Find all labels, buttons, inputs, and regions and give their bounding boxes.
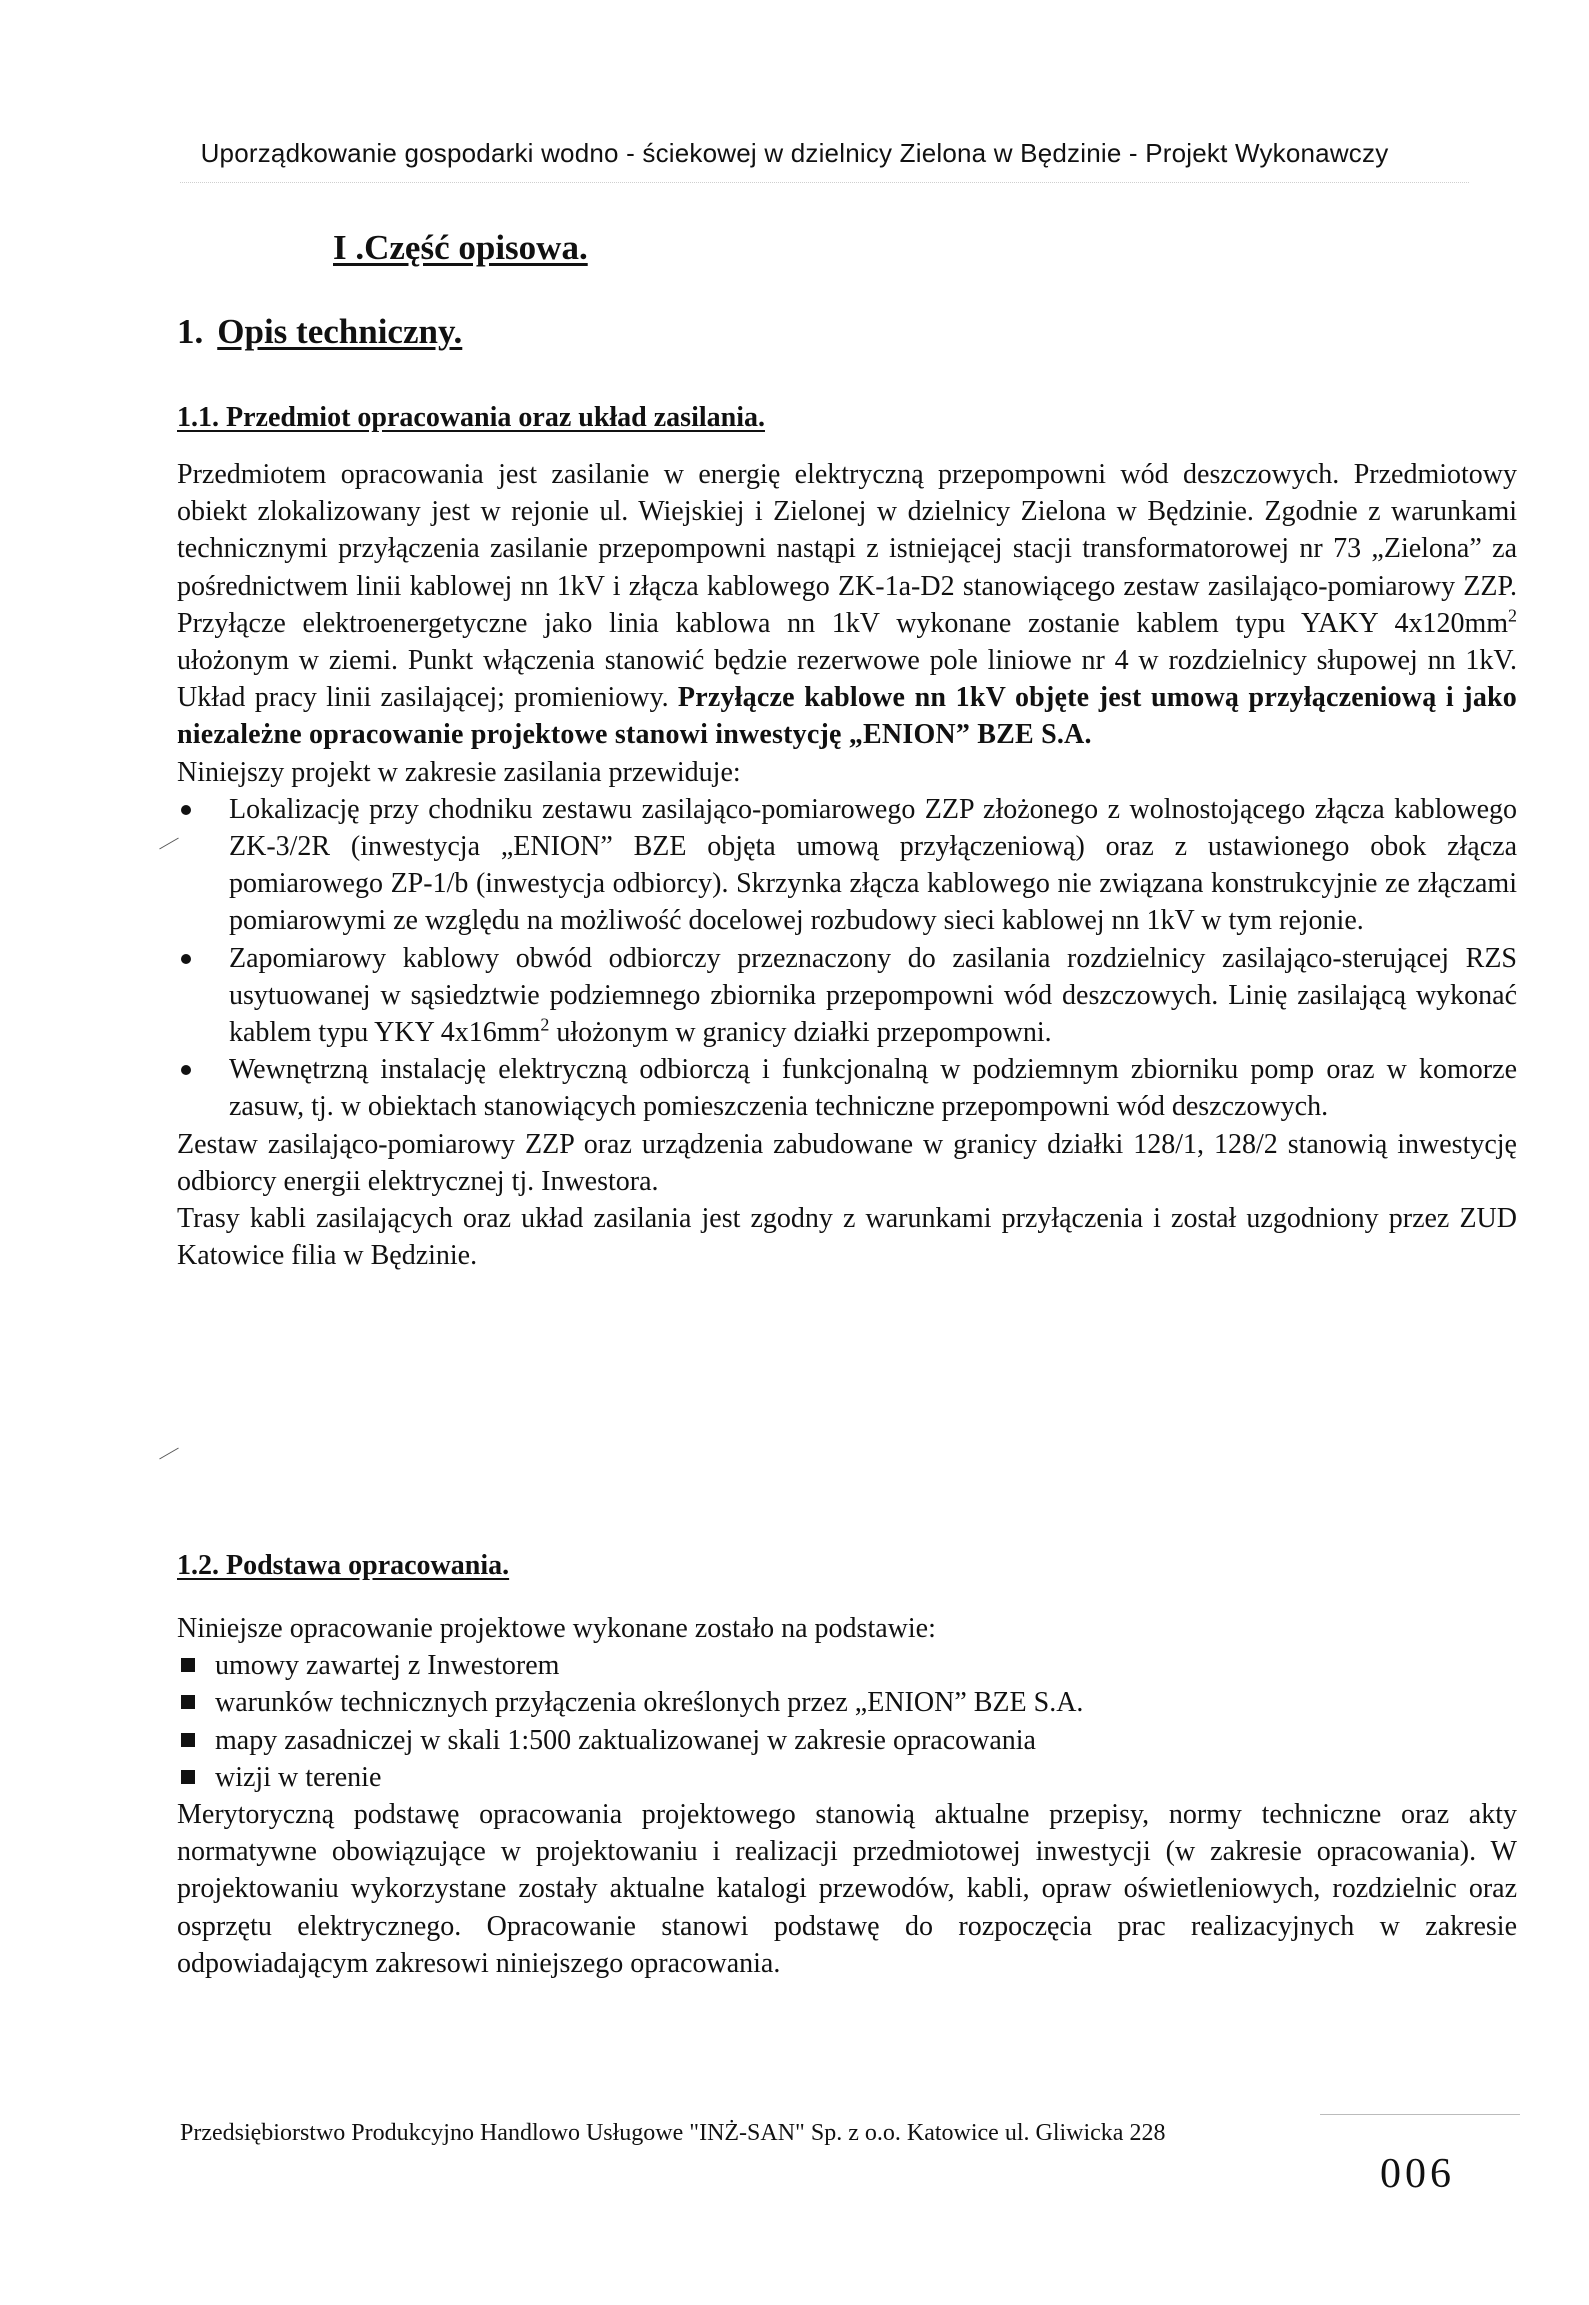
list-item <box>177 1051 1517 1125</box>
list-item-text: wizji w terenie <box>215 1761 382 1793</box>
bullet-square-icon <box>181 1759 211 1796</box>
list-item-text: umowy zawartej z Inwestorem <box>215 1650 560 1682</box>
intro-tail: ułożonym w ziemi. Punkt włączenia stanowić będzie rezerwowe pole liniowe nr 4 w rozdzielnicy słupowej nn 1kV. Układ pracy linii zasilającej; promieniowy. <box>177 645 1517 714</box>
scope-intro: Niniejszy projekt w zakresie zasilania przewiduje: <box>177 756 741 788</box>
part-title: I .Część opisowa. <box>333 228 588 267</box>
page-header: Uporządkowanie gospodarki wodno - ściekowej w dzielnicy Zielona w Będzinie - Projekt Wykonawczy <box>200 138 1389 168</box>
bullet-dot-icon <box>181 791 211 828</box>
list-item-text: Zapomiarowy kablowy obwód odbiorczy przeznaczony do zasilania rozdzielnicy zasilająco-sterującej RZS usytuowanej w sąsiedztwie podziemnego zbiornika przepompowni wód deszczowych. Linię zasilającą wykonać kablem typu YKY 4x16mm <box>229 942 1517 1049</box>
bullet-square-icon <box>181 1647 211 1684</box>
basis-intro: Niniejsze opracowanie projektowe wykonane zostało na podstawie: <box>177 1613 936 1644</box>
routes-paragraph: Trasy kabli zasilających oraz układ zasilania jest zgodny z warunkami przyłączenia i został uzgodniony przez ZUD Katowice filia w Będzinie. <box>177 1203 1517 1272</box>
bullet-square-icon <box>181 1684 211 1721</box>
intro-paragraph <box>177 456 1517 754</box>
margin-mark <box>159 838 179 850</box>
list-item <box>177 1722 1517 1759</box>
subsection-1-title: 1.1. Przedmiot opracowania oraz układ zasilania. <box>177 402 765 433</box>
list-item-text: mapy zasadniczej w skali 1:500 zaktualizowanej w zakresie opracowania <box>215 1724 1036 1756</box>
section-heading <box>177 312 462 352</box>
connection-statement: Przyłącze kablowe nn 1kV objęte jest umową przyłączeniową i jako niezależne opracowanie projektowe stanowi inwestycję „ENION” BZE S.A. <box>177 682 1518 751</box>
list-item <box>177 791 1517 940</box>
subsection-1-body <box>177 456 1517 1274</box>
list-item <box>177 1684 1517 1721</box>
list-item-text: Wewnętrzną instalację elektryczną odbiorczą i funkcjonalną w podziemnym zbiorniku pomp oraz w komorze zasuw, tj. w obiektach stanowiących pomieszczenia techniczne przepompowni wód deszczowych. <box>229 1054 1517 1123</box>
list-item-text: warunków technicznych przyłączenia określonych przez „ENION” BZE S.A. <box>215 1687 1084 1719</box>
intro-text: Przedmiotem opracowania jest zasilanie w energię elektryczną przepompowni wód deszczowych. Przedmiotowy obiekt zlokalizowany jest w rejonie ul. Wiejskiej i Zielonej w dzielnicy Zielona w Będzinie. Zgodnie z warunkami technicznymi przyłączenia zasilanie przepompowni nastąpi z istniejącej stacji transformatorowej nr 73 „Zielona” za pośrednictwem linii kablowej nn 1kV i złącza kablowego ZK-1a-D2 stanowiącego zestaw zasilająco-pomiarowy ZZP. Przyłącze elektroenergetyczne jako linia kablowa nn 1kV wykonane zostanie kablem typu YAKY 4x120mm <box>177 459 1517 639</box>
list-item-superscript: 2 <box>540 1014 550 1035</box>
bullet-dot-icon <box>181 1051 211 1088</box>
list-item <box>177 1647 1517 1684</box>
closing-paragraph: Merytoryczną podstawę opracowania projektowego stanowią aktualne przepisy, normy techniczne oraz akty normatywne obowiązujące w projektowaniu i realizacji przedmiotowej inwestycji (w zakresie opracowania). W projektowaniu wykorzystane zostały aktualne katalogi przewodów, kabli, opraw oświetleniowych, rozdzielnic oraz osprzętu elektrycznego. Opracowanie stanowi podstawę do rozpoczęcia prac realizacyjnych w zakresie odpowiadającym zakresowi niniejszego opracowania. <box>177 1799 1517 1979</box>
margin-mark <box>159 1448 179 1460</box>
header-divider <box>180 182 1469 183</box>
bullet-dot-icon <box>181 940 211 977</box>
page-number: 006 <box>1380 2151 1455 2197</box>
zzp-paragraph: Zestaw zasilająco-pomiarowy ZZP oraz urządzenia zabudowane w granicy działki 128/1, 128/2 stanowią inwestycję odbiorcy energii elektrycznej tj. Inwestora. <box>177 1128 1517 1197</box>
bullet-square-icon <box>181 1722 211 1759</box>
list-item-text: Lokalizację przy chodniku zestawu zasilająco-pomiarowego ZZP złożonego z wolnostojącego złącza kablowego ZK-3/2R (inwestycja „ENION” BZE objęta umową przyłączeniową) oraz z ustawionego obok złącza pomiarowego ZP-1/b (inwestycja odbiorcy). Skrzynka złącza kablowego nie związana konstrukcyjnie ze złączami pomiarowymi ze względu na możliwość docelowej rozbudowy sieci kablowej nn 1kV w tym rejonie. <box>229 793 1517 937</box>
section-number: 1. <box>177 312 204 351</box>
subsection-2-title: 1.2. Podstawa opracowania. <box>177 1550 510 1581</box>
basis-list <box>177 1647 1517 1796</box>
list-item-tail: ułożonym w granicy działki przepompowni. <box>549 1017 1052 1049</box>
footer-divider <box>1320 2114 1520 2115</box>
intro-superscript: 2 <box>1508 605 1517 626</box>
page-footer: Przedsiębiorstwo Produkcyjno Handlowo Usługowe "INŻ-SAN" Sp. z o.o. Katowice ul. Gliwicka 228 <box>180 2120 1166 2146</box>
subsection-2-body <box>177 1610 1517 1982</box>
list-item <box>177 1759 1517 1796</box>
scope-list <box>177 791 1517 1126</box>
section-title: Opis techniczny. <box>217 312 463 351</box>
list-item <box>177 940 1517 1052</box>
